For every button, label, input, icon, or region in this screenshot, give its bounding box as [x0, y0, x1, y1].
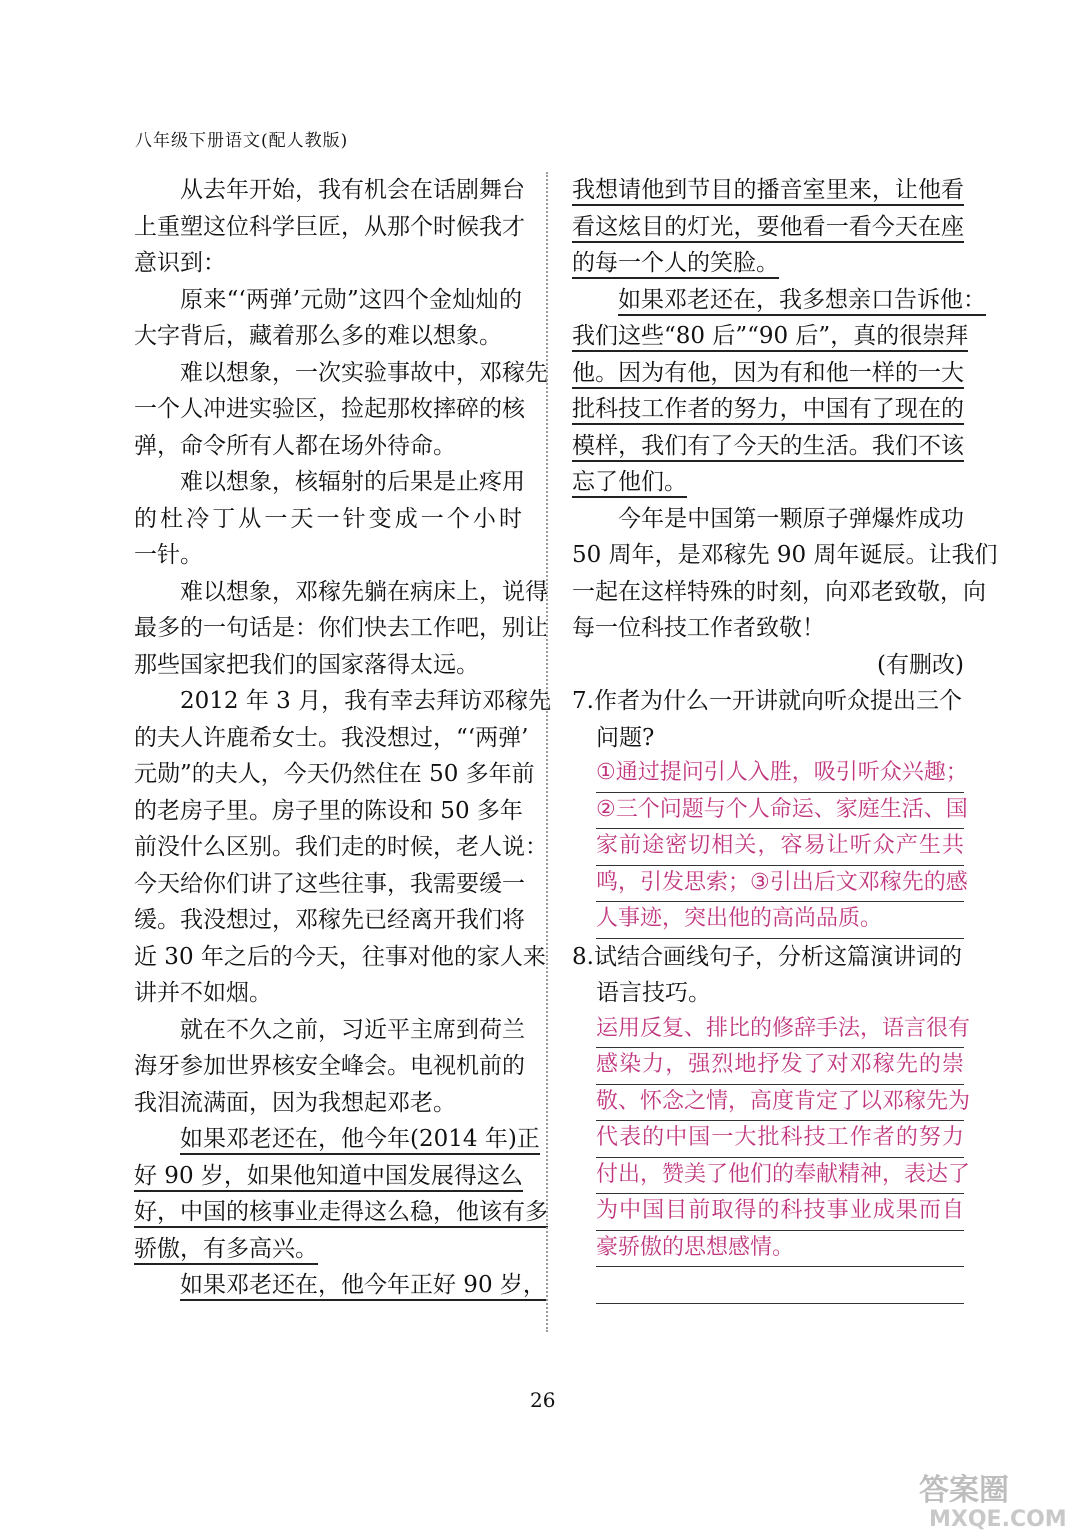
source-note: (有删改): [877, 651, 964, 678]
column-divider: [546, 172, 548, 1332]
question-8-answer: [572, 1012, 971, 1304]
text-line: 讲并不如烟。: [134, 980, 272, 1006]
text-line: 前没什么区别。我们走的时候，老人说：: [134, 834, 548, 860]
text-line: 难以想象，邓稼先躺在病床上，说得: [180, 578, 548, 605]
text-line: 如果邓老还在，他今年(2014 年)正: [134, 1121, 522, 1158]
question-8-line-2: 语言技巧。: [596, 980, 711, 1006]
text-line: 一起在这样特殊的时刻，向邓老致敬，向: [572, 578, 986, 605]
text-line: 好，中国的核事业走得这么稳，他该有多: [134, 1194, 522, 1231]
answer-line: 人事迹，突出他的高尚品质。: [596, 902, 964, 939]
answer-line: 敬、怀念之情，高度肯定了以邓稼先为: [596, 1085, 964, 1122]
svg-text:答案圈: 答案圈: [919, 1473, 1009, 1508]
question-7-answer: [572, 756, 968, 939]
text-line: 今年是中国第一颗原子弹爆炸成功: [618, 505, 964, 532]
text-line: 每一位科技工作者致敬！: [572, 615, 825, 641]
right-column: [572, 172, 998, 1304]
answer-line: 运用反复、排比的修辞手法，语言很有: [596, 1012, 964, 1049]
text-line: 好 90 岁，如果他知道中国发展得这么: [134, 1158, 522, 1195]
question-7-line-2: 问题?: [596, 724, 655, 751]
svg-text:MXQE.COM: MXQE.COM: [929, 1507, 1067, 1530]
text-line: 他。因为有他，因为有和他一样的一大: [572, 355, 964, 392]
text-line: 一个人冲进实验区，捡起那枚摔碎的核: [134, 396, 525, 422]
text-line: 难以想象，核辐射的后果是止疼用: [180, 469, 525, 495]
right-column-text: [572, 172, 998, 647]
text-line: 的老房子里。房子里的陈设和 50 多年: [134, 797, 523, 824]
text-line: 上重塑这位科学巨匠，从那个时候我才: [134, 213, 525, 240]
text-line: 的夫人许鹿希女士。我没想过，“‘两弹’: [134, 724, 529, 751]
answer-line: ②三个问题与个人命运、家庭生活、国: [596, 793, 964, 830]
text-line: 难以想象，一次实验事故中，邓稼先: [180, 359, 548, 386]
book-header: 八年级下册语文(配人教版): [135, 131, 349, 151]
text-line: 50 周年，是邓稼先 90 周年诞辰。让我们: [572, 542, 998, 568]
answer-line: [596, 1267, 964, 1304]
text-line: 原来“‘两弹’元勋”这四个金灿灿的: [180, 286, 522, 313]
question-7-line-1: 7.作者为什么一开讲就向听众提出三个: [572, 688, 962, 714]
text-line: 海牙参加世界核安全峰会。电视机前的: [134, 1053, 525, 1079]
text-line: 从去年开始，我有机会在话剧舞台: [180, 177, 525, 203]
text-line: 模样，我们有了今天的生活。我们不该: [572, 428, 964, 465]
question-8-line-1: 8.试结合画线句子，分析这篇演讲词的: [572, 943, 962, 970]
answer-line: 为中国目前取得的科技事业成果而自: [596, 1194, 964, 1231]
text-line: 大字背后，藏着那么多的难以想象。: [134, 323, 502, 349]
text-line: 那些国家把我们的国家落得太远。: [134, 651, 479, 678]
text-line: 近 30 年之后的今天，往事对他的家人来: [134, 943, 546, 970]
text-line: 弹，命令所有人都在场外待命。: [134, 432, 456, 459]
text-line: 忘了他们。: [572, 464, 964, 501]
text-line: 就在不久之前，习近平主席到荷兰: [180, 1016, 525, 1043]
text-line: 骄傲，有多高兴。: [134, 1231, 522, 1268]
answer-line: 感染力，强烈地抒发了对邓稼先的崇: [596, 1048, 964, 1085]
text-line: 的杜冷丁从一天一针变成一个小时: [134, 505, 522, 532]
text-line: 批科技工作者的努力，中国有了现在的: [572, 391, 964, 428]
text-line: 今天给你们讲了这些往事，我需要缓一: [134, 870, 525, 897]
text-line: 如果邓老还在，他今年正好 90 岁，: [134, 1267, 522, 1304]
answer-line: 豪骄傲的思想感情。: [596, 1231, 964, 1268]
answer-line: 付出，赞美了他们的奉献精神，表达了: [596, 1158, 964, 1195]
answer-line: 代表的中国一大批科技工作者的努力: [596, 1121, 964, 1158]
text-line: 一针。: [134, 542, 203, 568]
text-line: 我想请他到节目的播音室里来，让他看: [572, 172, 964, 209]
answer-line: ①通过提问引人入胜，吸引听众兴趣；: [596, 756, 964, 793]
text-line: 最多的一句话是：你们快去工作吧，别让: [134, 615, 548, 641]
text-line: 2012 年 3 月，我有幸去拜访邓稼先: [180, 688, 552, 714]
answer-line: 家前途密切相关，容易让听众产生共: [596, 829, 964, 866]
text-line: 看这炫目的灯光，要他看一看今天在座: [572, 209, 964, 246]
answer-line: 鸣，引发思索；③引出后文邓稼先的感: [596, 866, 964, 903]
text-line: 意识到：: [134, 250, 226, 276]
page-number: 26: [530, 1388, 556, 1412]
text-line: 我们这些“80 后”“90 后”，真的很崇拜: [572, 318, 964, 355]
text-line: 的每一个人的笑脸。: [572, 245, 964, 282]
watermark-logo: [915, 1470, 1085, 1530]
left-column-text: [134, 172, 552, 1304]
text-line: 如果邓老还在，我多想亲口告诉他：: [572, 282, 964, 319]
text-line: 我泪流满面，因为我想起邓老。: [134, 1089, 456, 1116]
text-line: 缓。我没想过，邓稼先已经离开我们将: [134, 907, 525, 933]
text-line: 元勋”的夫人，今天仍然住在 50 多年前: [134, 761, 535, 787]
